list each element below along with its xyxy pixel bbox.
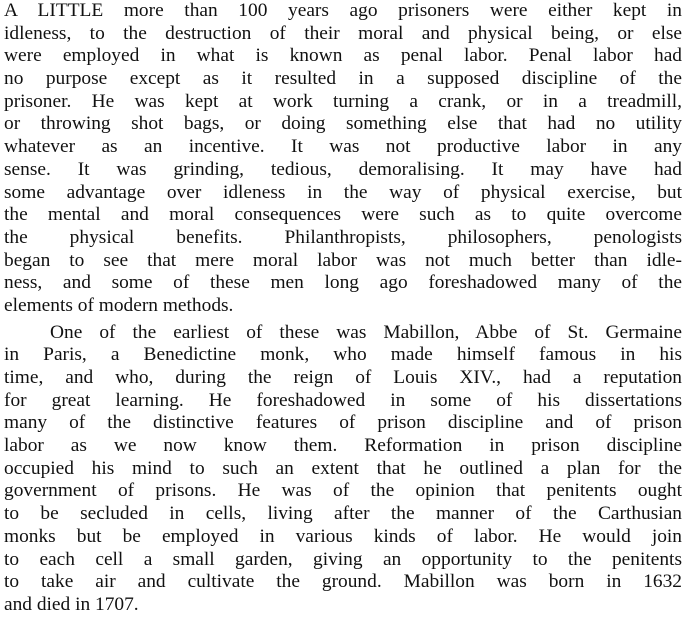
article-text: [4, 0, 682, 615]
text-line: to be secluded in cells, living after the manner of the Carthusian: [4, 503, 682, 525]
text-line: One of the earliest of these was Mabillon, Abbe of St. Germaine: [50, 321, 682, 343]
text-line: the mental and moral consequences were such as to quite overcome: [4, 204, 682, 226]
text-line: for great learning. He foreshadowed in some of his dissertations: [4, 389, 682, 411]
text-line: no purpose except as it resulted in a supposed discipline of the: [4, 68, 682, 90]
text-line: many of the distinctive features of prison discipline and of prison: [4, 412, 682, 434]
text-line: sense. It was grinding, tedious, demoralising. It may have had: [4, 158, 682, 180]
text-line: monks but be employed in various kinds of labor. He would join: [4, 525, 682, 547]
text-line: and died in 1707.: [4, 593, 139, 615]
text-line: occupied his mind to such an extent that he outlined a plan for the: [4, 457, 682, 479]
text-line: the physical benefits. Philanthropists, philosophers, penologists: [4, 226, 682, 248]
text-line: began to see that mere moral labor was not much better than idle-: [4, 249, 682, 271]
text-line: government of prisons. He was of the opinion that penitents ought: [4, 480, 682, 502]
text-line: to take air and cultivate the ground. Mabillon was born in 1632: [4, 571, 682, 593]
text-line: A LITTLE more than 100 years ago prisoners were either kept in: [4, 0, 682, 21]
text-line: in Paris, a Benedictine monk, who made himself famous in his: [4, 344, 682, 366]
text-line: whatever as an incentive. It was not productive labor in any: [4, 136, 682, 158]
paragraph-2: [4, 322, 682, 617]
text-line: ness, and some of these men long ago foreshadowed many of the: [4, 272, 682, 294]
text-line: were employed in what is known as penal labor. Penal labor had: [4, 45, 682, 67]
text-line: prisoner. He was kept at work turning a crank, or in a treadmill,: [4, 90, 682, 112]
text-line: idleness, to the destruction of their moral and physical being, or else: [4, 22, 682, 44]
text-line: to each cell a small garden, giving an opportunity to the penitents: [4, 548, 682, 570]
text-line: labor as we now know them. Reformation in prison discipline: [4, 435, 682, 457]
text-line: elements of modern methods.: [4, 294, 234, 316]
paragraph-1: [4, 0, 682, 318]
text-line: time, and who, during the reign of Louis XIV., had a reputation: [4, 367, 682, 388]
text-line: or throwing shot bags, or doing something else that had no utility: [4, 113, 682, 135]
text-line: some advantage over idleness in the way of physical exercise, but: [4, 181, 682, 203]
